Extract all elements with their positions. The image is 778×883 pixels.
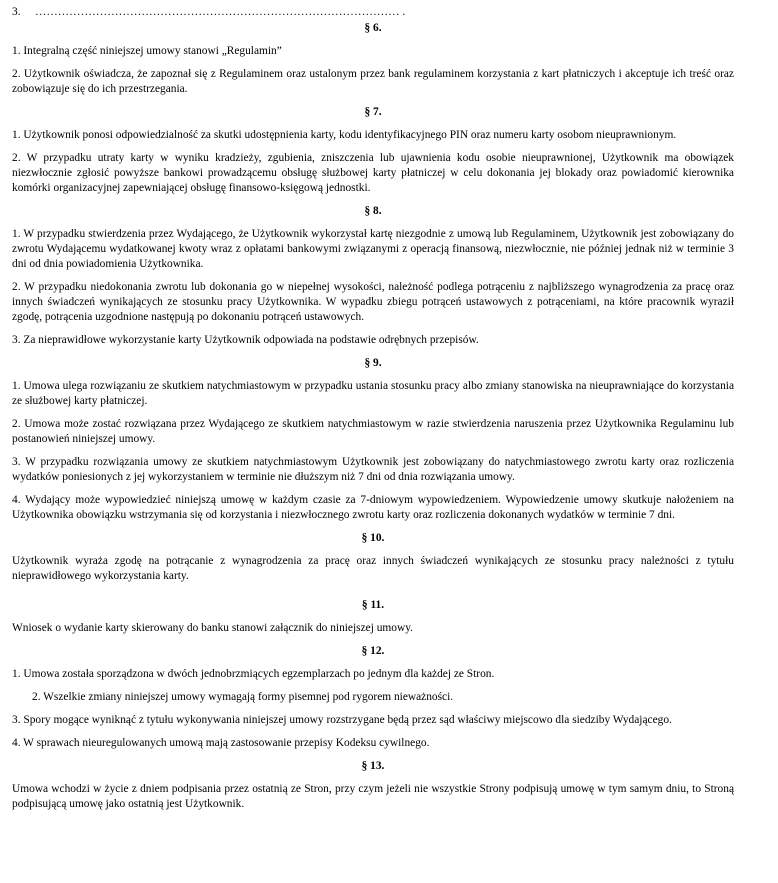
section-9-paragraph-2: 2. Umowa może zostać rozwiązana przez Wydającego ze skutkiem natychmiastowym w razie stwierdzenia naruszenia przez Użytkownika Regulaminu lub postanowień niniejszej umowy. xyxy=(12,418,734,445)
section-9-paragraph-3: 3. W przypadku rozwiązania umowy ze skutkiem natychmiastowym Użytkownik jest zobowiązany do natychmiastowego zwrotu karty oraz rozliczenia wydatków poniesionych z jej wykorzystaniem w terminie nie dłuższym niż 7 dni od dnia rozwiązania umowy. xyxy=(12,456,734,483)
section-12-paragraph-3: 3. Spory mogące wyniknąć z tytułu wykonywania niniejszej umowy rozstrzygane będą przez sąd właściwy miejscowo dla siedziby Wydającego. xyxy=(12,714,672,726)
section-12-paragraph-4: 4. W sprawach nieuregulowanych umową mają zastosowanie przepisy Kodeksu cywilnego. xyxy=(12,737,430,749)
section-10-paragraph-1: Użytkownik wyraża zgodę na potrącanie z wynagrodzenia za pracę oraz innych świadczeń wynikających ze stosunku pracy należności z tytułu nieprawidłowego wykorzystania karty. xyxy=(12,555,734,582)
section-7-paragraph-2: 2. W przypadku utraty karty w wyniku kradzieży, zgubienia, zniszczenia lub ujawnienia kodu osobie nieuprawnionej, Użytkownik ma obowiązek niezwłocznie zgłosić powyższe bankowi prowadzącemu obsługę służbowej karty płatniczej w celu dokonania jej blokady oraz powiadomić kierownika komórki organizacyjnej zapewniającej obsługę finansowo-księgową jednostki. xyxy=(12,152,734,194)
section-title-13: § 13. xyxy=(361,760,385,772)
section-title-11: § 11. xyxy=(361,599,385,611)
placeholder-dots: …………………………………………………………………………………… . xyxy=(35,6,406,18)
section-7-paragraph-1: 1. Użytkownik ponosi odpowiedzialność za skutki udostępnienia karty, kodu identyfikacyjnego PIN oraz numeru karty osobom nieuprawnionym. xyxy=(12,129,677,141)
section-8-paragraph-1: 1. W przypadku stwierdzenia przez Wydającego, że Użytkownik wykorzystał kartę niezgodnie z umową lub Regulaminem, Użytkownik jest zobowiązany do zwrotu Wydającemu wydatkowanej kwoty wraz z opłatami bankowymi związanymi z operacją finansową, niezwłocznie, nie później jednak niż w terminie 3 dni od dnia powiadomienia Użytkownika. xyxy=(12,228,734,270)
section-title-9: § 9. xyxy=(364,357,382,369)
section-13-paragraph-1: Umowa wchodzi w życie z dniem podpisania przez ostatnią ze Stron, przy czym jeżeli nie wszystkie Strony podpisują umowę w tym samym dniu, to Stroną podpisującą umowę jako ostatnią jest Użytkownik. xyxy=(12,783,734,810)
section-title-10: § 10. xyxy=(361,532,385,544)
numbered-placeholder-line xyxy=(12,5,734,21)
section-title-12: § 12. xyxy=(361,645,385,657)
section-6-paragraph-2: 2. Użytkownik oświadcza, że zapoznał się z Regulaminem oraz ustalonym przez bank regulaminem korzystania z kart płatniczych i akceptuje ich treść oraz zobowiązuje się do ich przestrzegania. xyxy=(12,68,734,95)
section-12-paragraph-1: 1. Umowa została sporządzona w dwóch jednobrzmiących egzemplarzach po jednym dla każdej ze Stron. xyxy=(12,668,495,680)
section-8-paragraph-3: 3. Za nieprawidłowe wykorzystanie karty Użytkownik odpowiada na podstawie odrębnych przepisów. xyxy=(12,334,479,346)
item-number: 3. xyxy=(12,6,21,18)
section-9-paragraph-4: 4. Wydający może wypowiedzieć niniejszą umowę w każdym czasie za 7-dniowym wypowiedzeniem. Wypowiedzenie umowy skutkuje nałożeniem na Użytkownika obowiązku wstrzymania się od korzystania i niezwłocznego zwrotu karty oraz rozliczenia dokonanych wydatków w terminie 7 dni. xyxy=(12,494,734,521)
section-title-7: § 7. xyxy=(364,106,382,118)
section-6-paragraph-1: 1. Integralną część niniejszej umowy stanowi „Regulamin” xyxy=(12,45,282,57)
section-9-paragraph-1: 1. Umowa ulega rozwiązaniu ze skutkiem natychmiastowym w przypadku ustania stosunku pracy albo zmiany stanowiska na nieuprawniające do korzystania ze służbowej karty płatniczej. xyxy=(12,380,734,407)
section-8-paragraph-2: 2. W przypadku niedokonania zwrotu lub dokonania go w niepełnej wysokości, należność podlega potrąceniu z najbliższego wynagrodzenia za pracę oraz innych świadczeń wynikających ze stosunku pracy Użytkownika. W wypadku zbiegu potrąceń ustawowych z potrąceniami, na które pracownik wyraził zgodę, potrącenia uzgodnione następują po dokonaniu potrąceń ustawowych. xyxy=(12,281,734,323)
section-12-paragraph-2: 2. Wszelkie zmiany niniejszej umowy wymagają formy pisemnej pod rygorem nieważności. xyxy=(32,691,454,703)
section-11-paragraph-1: Wniosek o wydanie karty skierowany do banku stanowi załącznik do niniejszej umowy. xyxy=(12,622,413,634)
section-title-8: § 8. xyxy=(364,205,382,217)
section-title-6: § 6. xyxy=(364,22,382,34)
document-page xyxy=(12,5,734,820)
